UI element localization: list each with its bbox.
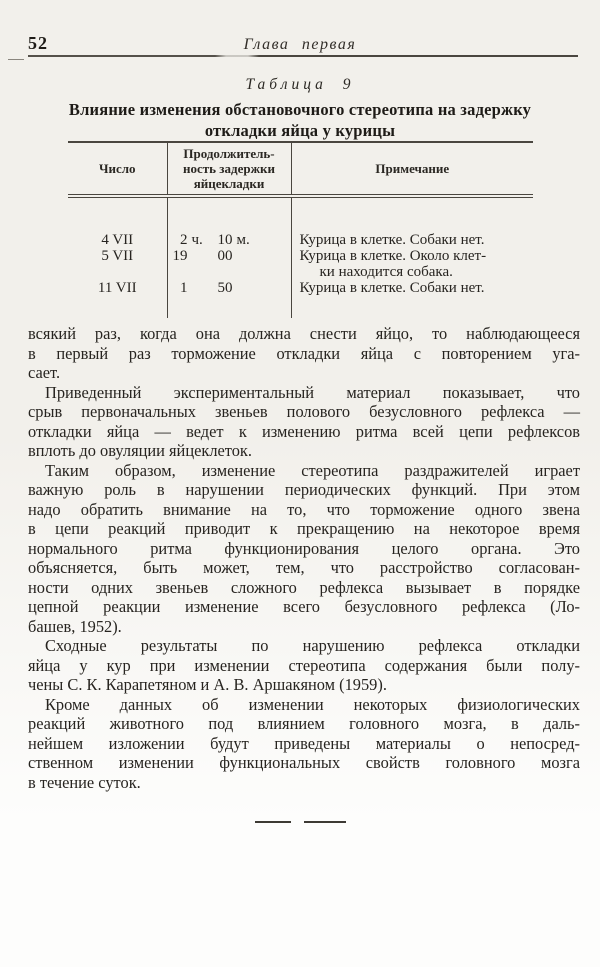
text-line: нейшем изложении будут приведены материалы о непосред-: [28, 733, 580, 753]
text-line: Таким образом, изменение стереотипа раздражителей играет: [45, 460, 580, 480]
text-line: Кроме данных об изменении некоторых физиологических: [45, 694, 580, 714]
table-row: [68, 248, 533, 280]
table-title-line: откладки яйца у курицы: [204, 121, 396, 140]
text-line: всякий раз, когда она должна снести яйцо, то наблюдающееся: [28, 324, 580, 343]
text-line: надо обратить внимание на то, что торможение одного звена: [28, 499, 580, 519]
text-line: сает.: [28, 363, 61, 382]
header-rule-dash: [8, 59, 24, 60]
text-line: Сходные результаты по нарушению рефлекса откладки: [45, 636, 580, 655]
column-header: Примечание: [291, 142, 533, 196]
text-line: важную роль в нарушении периодических функций. При этом: [28, 480, 580, 499]
table-header-row: [68, 142, 533, 196]
text-line: цепной реакции изменение всего безусловного рефлекса (Ло-: [28, 597, 580, 616]
running-head: Глава первая: [243, 36, 357, 53]
date-cell: 5 VII: [101, 248, 134, 264]
note-cell: [291, 280, 533, 318]
table-row: [68, 196, 533, 248]
duration-part: 00: [217, 248, 233, 264]
text-line: в течение суток.: [28, 772, 141, 792]
duration-part: 1: [180, 280, 188, 296]
note-cell: [291, 248, 533, 280]
text-line: Приведенный экспериментальный материал показывает, что: [45, 382, 580, 402]
duration-cell: [167, 248, 291, 280]
page-number: 52: [28, 33, 48, 53]
text-line: срыв первоначальных звеньев полового безусловного рефлекса —: [28, 402, 580, 421]
table-title: [0, 99, 600, 141]
table-body: [68, 196, 533, 318]
duration-cell: [167, 280, 291, 318]
note-line: Курица в клетке. Собаки нет.: [299, 232, 485, 248]
column-header: Число: [68, 142, 167, 196]
divider-dash: [304, 821, 346, 823]
date-cell: 11 VII: [97, 280, 137, 296]
text-line: ности одних звеньев сложного рефлекса вызывает в порядке: [28, 577, 580, 597]
divider-dash: [255, 821, 291, 823]
text-line: нормального ритма функционирования целого органа. Это: [28, 538, 580, 558]
text-line: вплоть до овуляции яйцеклеток.: [28, 441, 252, 460]
text-line: ственном изменении функциональных свойств головного мозга: [28, 753, 580, 772]
table-caption: Таблица 9: [245, 76, 355, 93]
text-line: в первый раз торможение откладки яйца с повторением уга-: [28, 343, 580, 363]
header-rule: [28, 55, 578, 57]
text-line: реакций животного под влиянием головного мозга, в даль-: [28, 714, 580, 733]
duration-cell: [167, 196, 291, 248]
section-divider: [0, 821, 600, 823]
body-text: [28, 324, 580, 792]
text-line: откладки яйца — ведет к изменению ритма всей цепи рефлексов: [28, 421, 580, 441]
table-title-line: Влияние изменения обстановочного стереотипа на задержку: [68, 100, 532, 119]
text-line: в цепи реакций приводит к прекращению на некоторое время: [28, 519, 580, 538]
text-line: башев, 1952).: [28, 616, 122, 636]
note-line: Курица в клетке. Собаки нет.: [299, 280, 485, 296]
note-cell: [291, 196, 533, 248]
duration-part: м.: [236, 232, 250, 248]
duration-part: 10: [217, 232, 233, 248]
table-row: [68, 280, 533, 318]
text-line: яйца у кур при изменении стереотипа содержания были полу-: [28, 655, 580, 675]
text-line: чены С. К. Карапетяном и А. В. Аршакяном (1959).: [28, 675, 387, 694]
data-table: [68, 141, 533, 318]
text-line: объясняется, быть может, тем, что расстройство согласован-: [28, 558, 580, 577]
duration-part: 50: [217, 280, 233, 296]
column-header: Продолжитель- ность задержки яйцекладки: [167, 142, 291, 196]
date-cell: 4 VII: [101, 232, 134, 248]
note-line: Курица в клетке. Около клет-: [299, 248, 487, 264]
duration-part: 19: [172, 248, 188, 264]
duration-part: 2: [180, 232, 188, 248]
note-line: ки находится собака.: [319, 264, 453, 280]
duration-part: ч.: [191, 232, 203, 248]
